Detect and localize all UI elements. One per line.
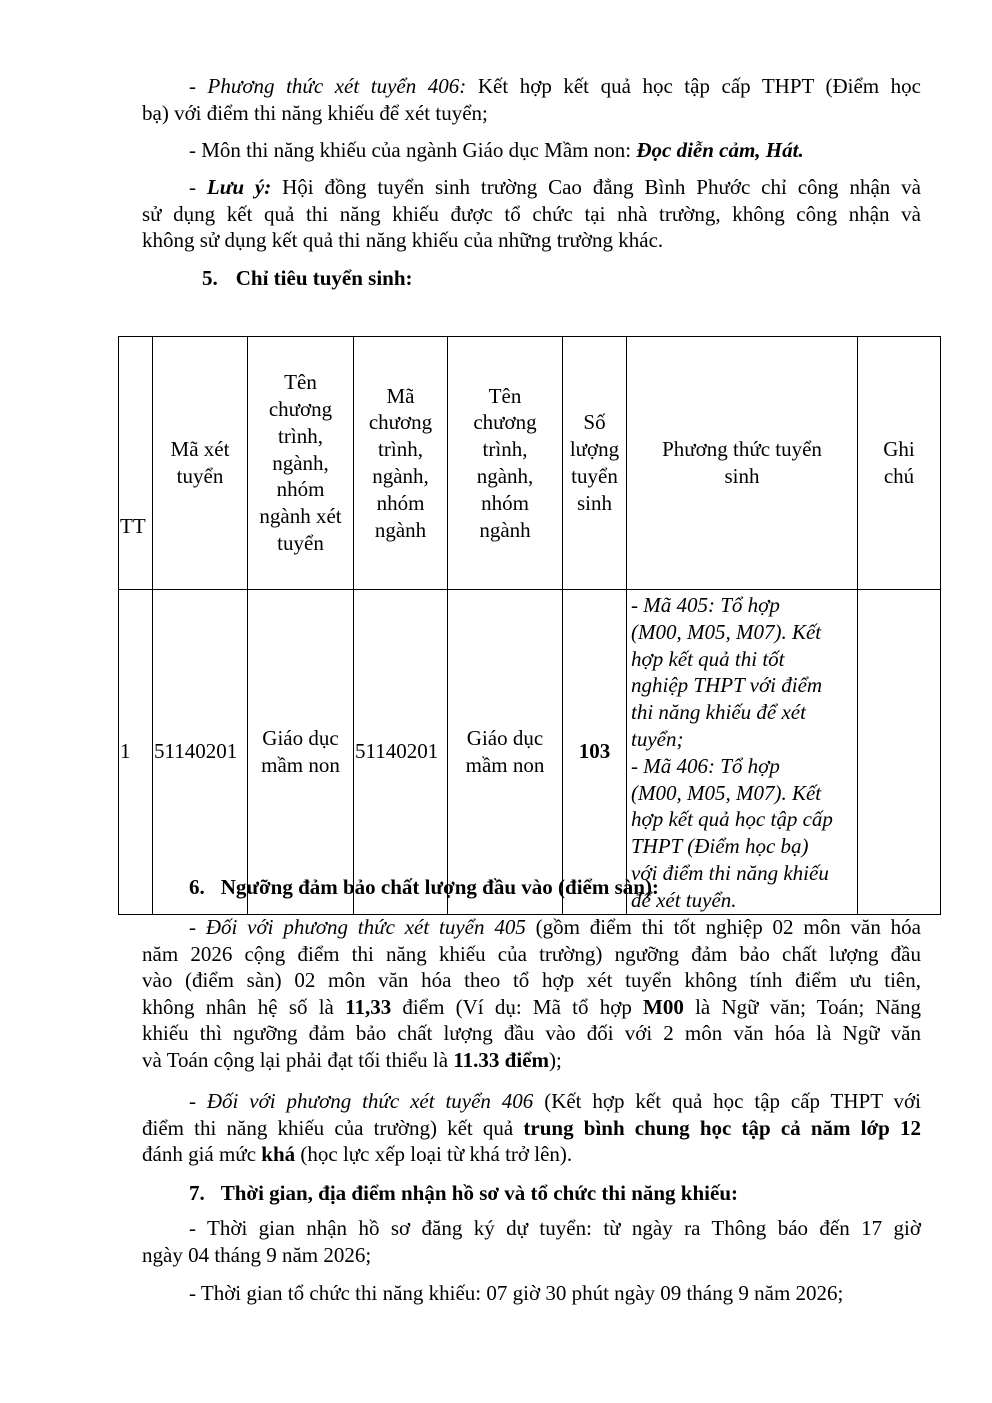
paragraph-floor-406: - Đối với phương thức xét tuyển 406 (Kết hợp kết quả học tập cấp THPT với điểm thi năng khiếu của trường) kết quả trung bình chung học tập cả năm lớp 12 đánh giá mức khá (học lực xếp loại từ khá trở lên).: [142, 1089, 921, 1166]
header-tt: TT: [119, 337, 153, 590]
header-ma-chuong-trinh: Mã chương trình, ngành, nhóm ngành: [354, 337, 448, 590]
paragraph-application-time: - Thời gian nhận hồ sơ đăng ký dự tuyển: từ ngày ra Thông báo đến 17 giờ ngày 04 tháng 9 năm 2026;: [142, 1216, 921, 1267]
section-7-heading: 7. Thời gian, địa điểm nhận hồ sơ và tổ chức thi năng khiếu:: [189, 1181, 738, 1205]
header-so-luong: Số lượng tuyển sinh: [563, 337, 627, 590]
paragraph-floor-405: - Đối với phương thức xét tuyển 405 (gồm điểm thi tốt nghiệp 02 môn văn hóa năm 2026 cộng điểm thi năng khiếu của trường) ngưỡng đảm bảo chất lượng đầu vào (điểm sàn) 02 môn văn hóa theo tổ hợp xét tuyển không tính điểm ưu tiên, không nhân hệ số là 11,33 điểm (Ví dụ: Mã tổ hợp M00 là Ngữ văn; Toán; Năng khiếu thì ngưỡng đảm bảo chất lượng đầu vào đối với 2 môn văn hóa là Ngữ văn và Toán cộng lại phải đạt tối thiểu là 11.33 điểm);: [142, 915, 921, 1072]
header-ten-chuong-trinh: Tên chương trình, ngành, nhóm ngành: [448, 337, 563, 590]
header-ma-xet-tuyen: Mã xét tuyển: [153, 337, 248, 590]
cell-so-luong: 103: [563, 590, 627, 915]
admission-quota-table: [118, 336, 941, 915]
paragraph-exam-time: - Thời gian tổ chức thi năng khiếu: 07 giờ 30 phút ngày 09 tháng 9 năm 2026;: [189, 1281, 844, 1305]
table-header-row: [119, 337, 941, 590]
method-406-label: Phương thức xét tuyển 406:: [207, 74, 467, 98]
cell-tt: 1: [119, 590, 153, 915]
method-406-label-2: Đối với phương thức xét tuyển 406: [206, 1089, 534, 1113]
aptitude-subjects: Đọc diễn cảm, Hát.: [636, 138, 804, 162]
cell-ten-nganh-xet: Giáo dục mầm non: [248, 590, 354, 915]
section-5-heading: 5. Chỉ tiêu tuyển sinh:: [202, 266, 413, 290]
cell-ghi-chu: [858, 590, 941, 915]
paragraph-aptitude-subjects: - Môn thi năng khiếu của ngành Giáo dục Mầm non: Đọc diễn cảm, Hát.: [189, 138, 804, 162]
cell-phuong-thuc: - Mã 405: Tổ hợp (M00, M05, M07). Kết hợp kết quả thi tốt nghiệp THPT với điểm thi năng khiếu để xét tuyển; - Mã 406: Tổ hợp (M00, M05, M07). Kết hợp kết quả học tập cấp THPT (Điểm học bạ) với điểm thi năng khiếu để xét tuyển.: [627, 590, 858, 915]
cell-ma-nganh: 51140201: [354, 590, 448, 915]
header-ghi-chu: Ghi chú: [858, 337, 941, 590]
section-6-heading: 6. Ngưỡng đảm bảo chất lượng đầu vào (điểm sàn):: [189, 875, 659, 899]
header-phuong-thuc: Phương thức tuyển sinh: [627, 337, 858, 590]
paragraph-note: - Lưu ý: Hội đồng tuyển sinh trường Cao đẳng Bình Phước chỉ công nhận và sử dụng kết quả thi năng khiếu được tổ chức tại nhà trường, không công nhận và không sử dụng kết quả thi năng khiếu của những trường khác.: [142, 175, 922, 252]
paragraph-method-406: - Phương thức xét tuyển 406: Kết hợp kết quả học tập cấp THPT (Điểm học bạ) với điểm thi năng khiếu để xét tuyển;: [142, 74, 922, 125]
method-405-label: Đối với phương thức xét tuyển 405: [205, 915, 526, 939]
cell-ten-nganh: Giáo dục mầm non: [448, 590, 563, 915]
header-ten-chuong-trinh-xet-tuyen: Tên chương trình, ngành, nhóm ngành xét tuyển: [248, 337, 354, 590]
table-row: [119, 590, 941, 915]
cell-ma-xet-tuyen: 51140201: [153, 590, 248, 915]
note-label: Lưu ý:: [206, 175, 272, 199]
